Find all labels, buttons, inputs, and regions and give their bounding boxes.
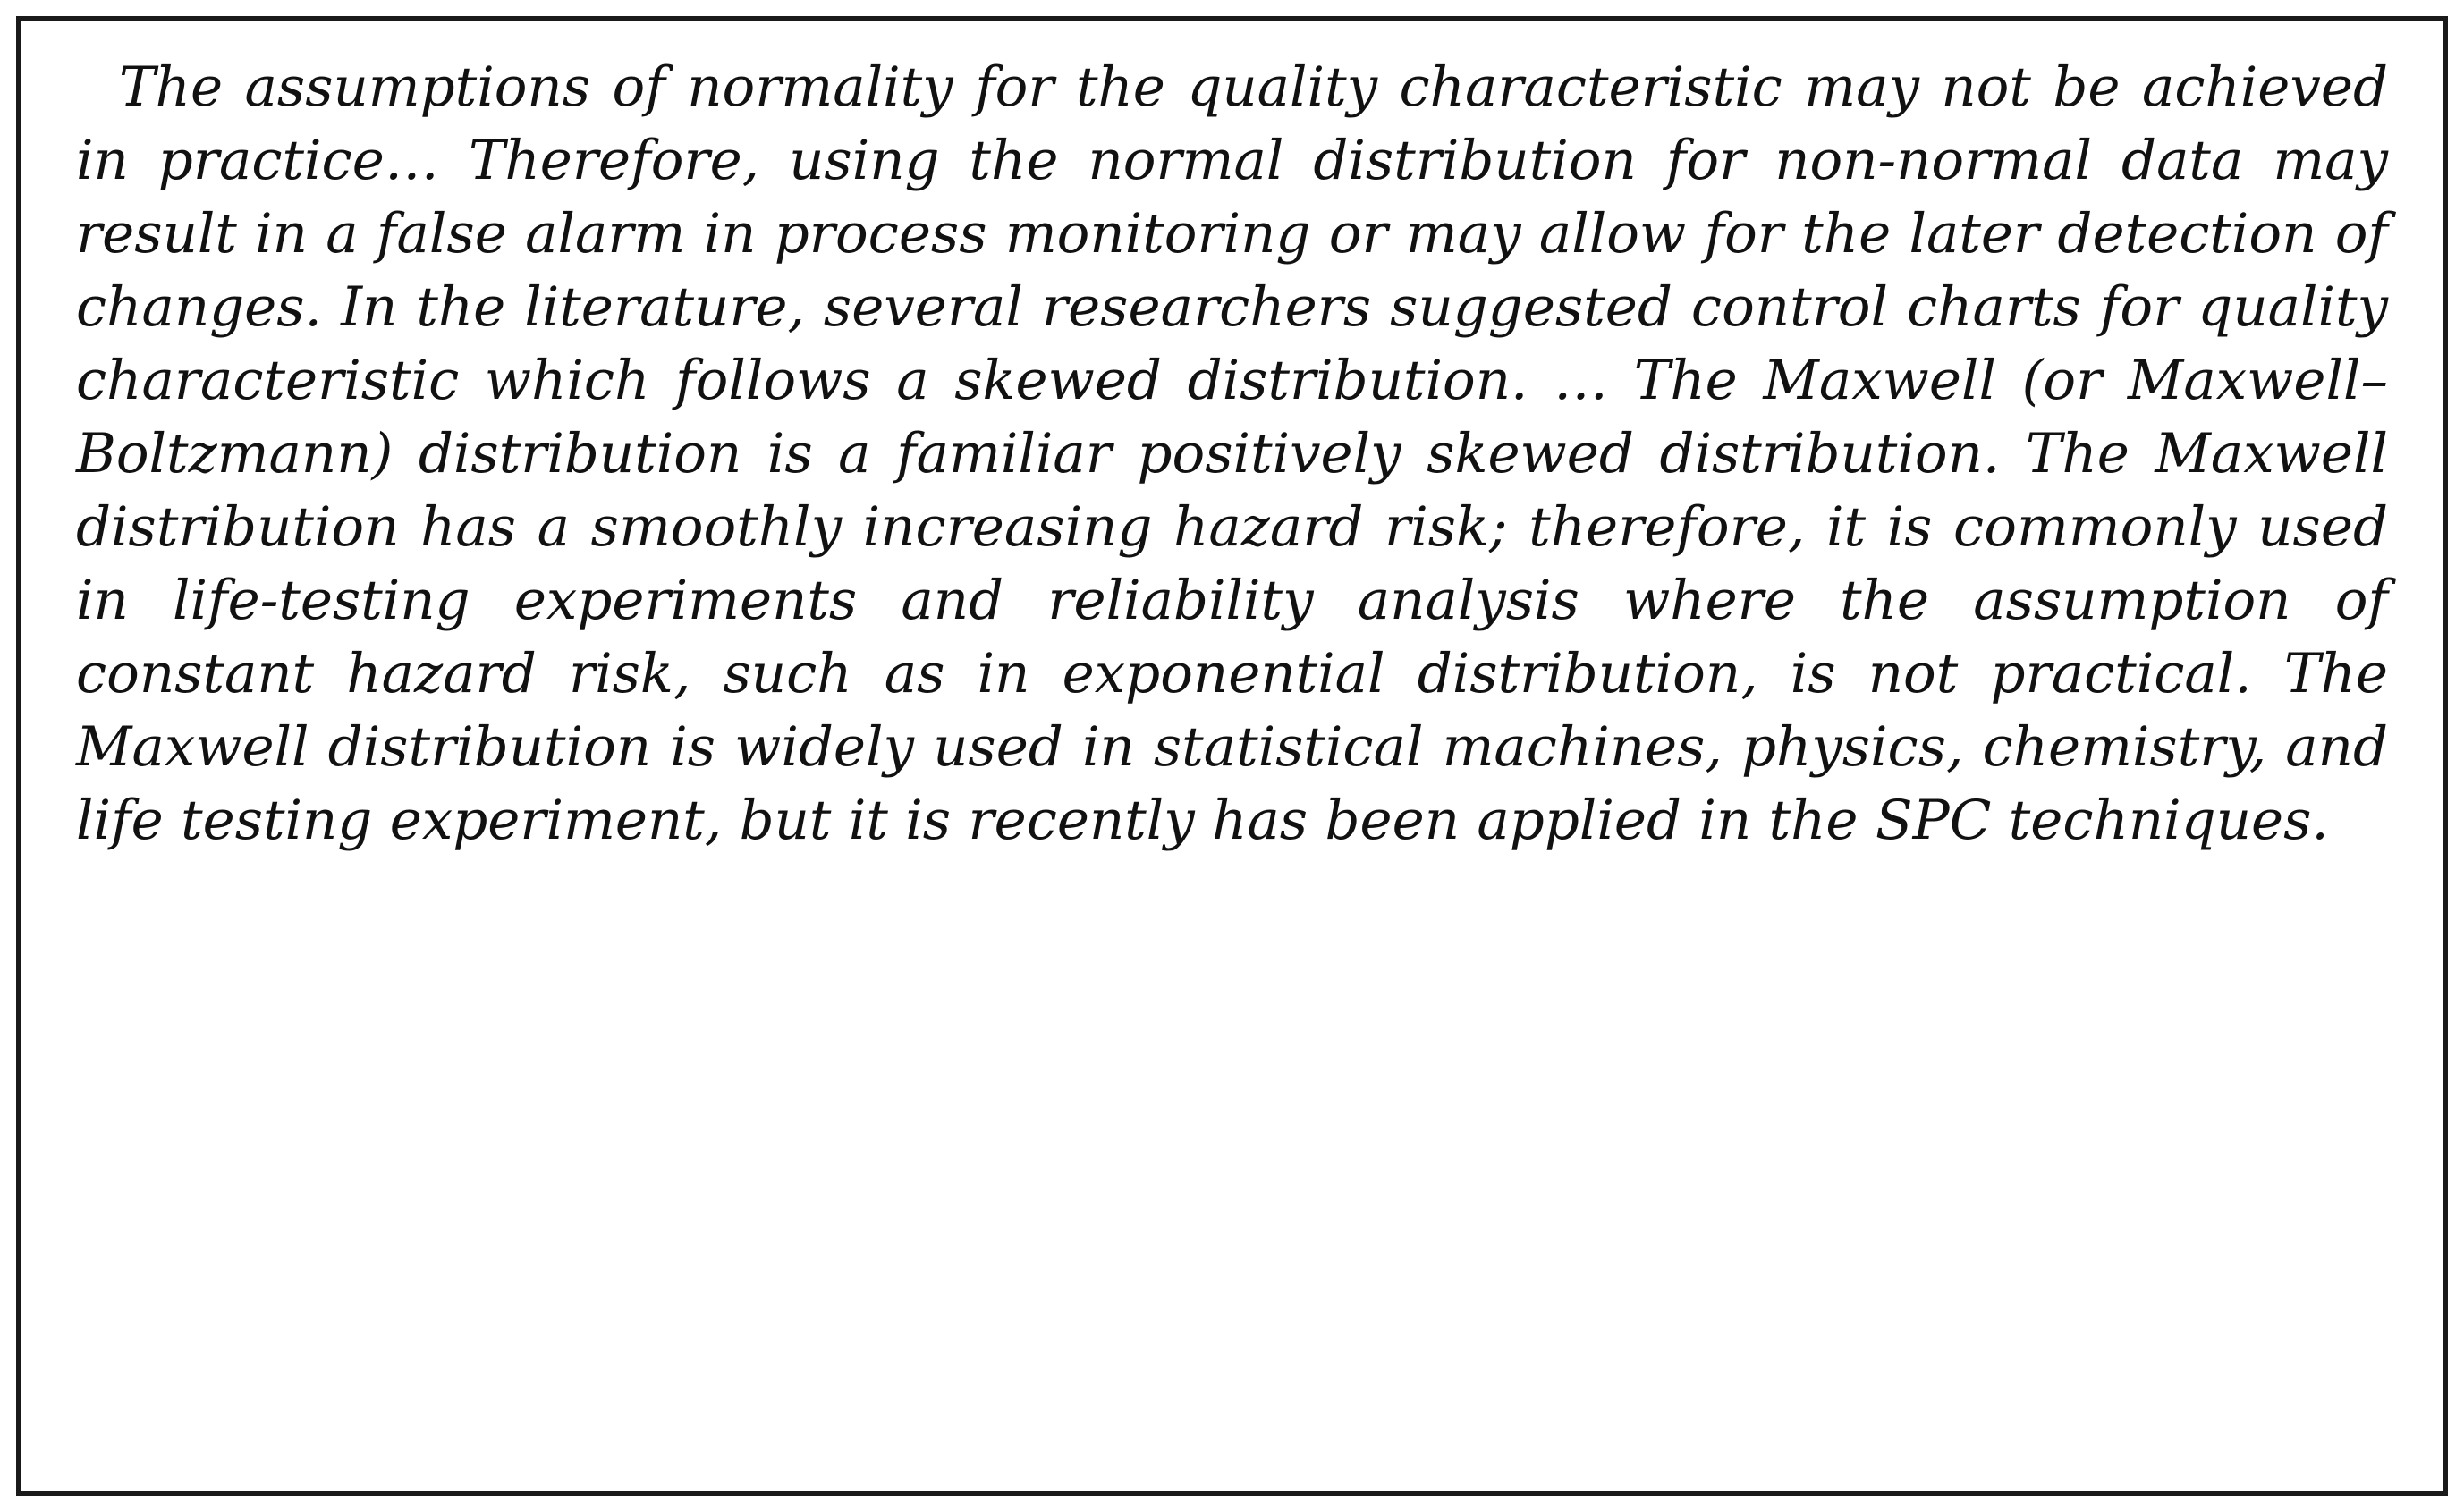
quote-paragraph: The assumptions of normality for the quality characteristic may not be achieved in practice… Therefore, using the normal distribution for non-normal data may result in a false alarm in process monitoring or may allow for the later detection of changes. In the literature, several researchers suggested control charts for quality characteristic which follows a skewed distribution. … The Maxwell (or Maxwell–Boltzmann) distribution is a familiar positively skewed distribution. The Maxwell distribution has a smoothly increasing hazard risk; therefore, it is commonly used in life-testing experiments and reliability analysis where the assumption of constant hazard risk, such as in exponential distribution, is not practical. The Maxwell distribution is widely used in statistical machines, physics, chemistry, and life testing experiment, but it is recently has been applied in the SPC techniques. <box>76 55 2388 853</box>
quote-box <box>16 16 2448 1496</box>
